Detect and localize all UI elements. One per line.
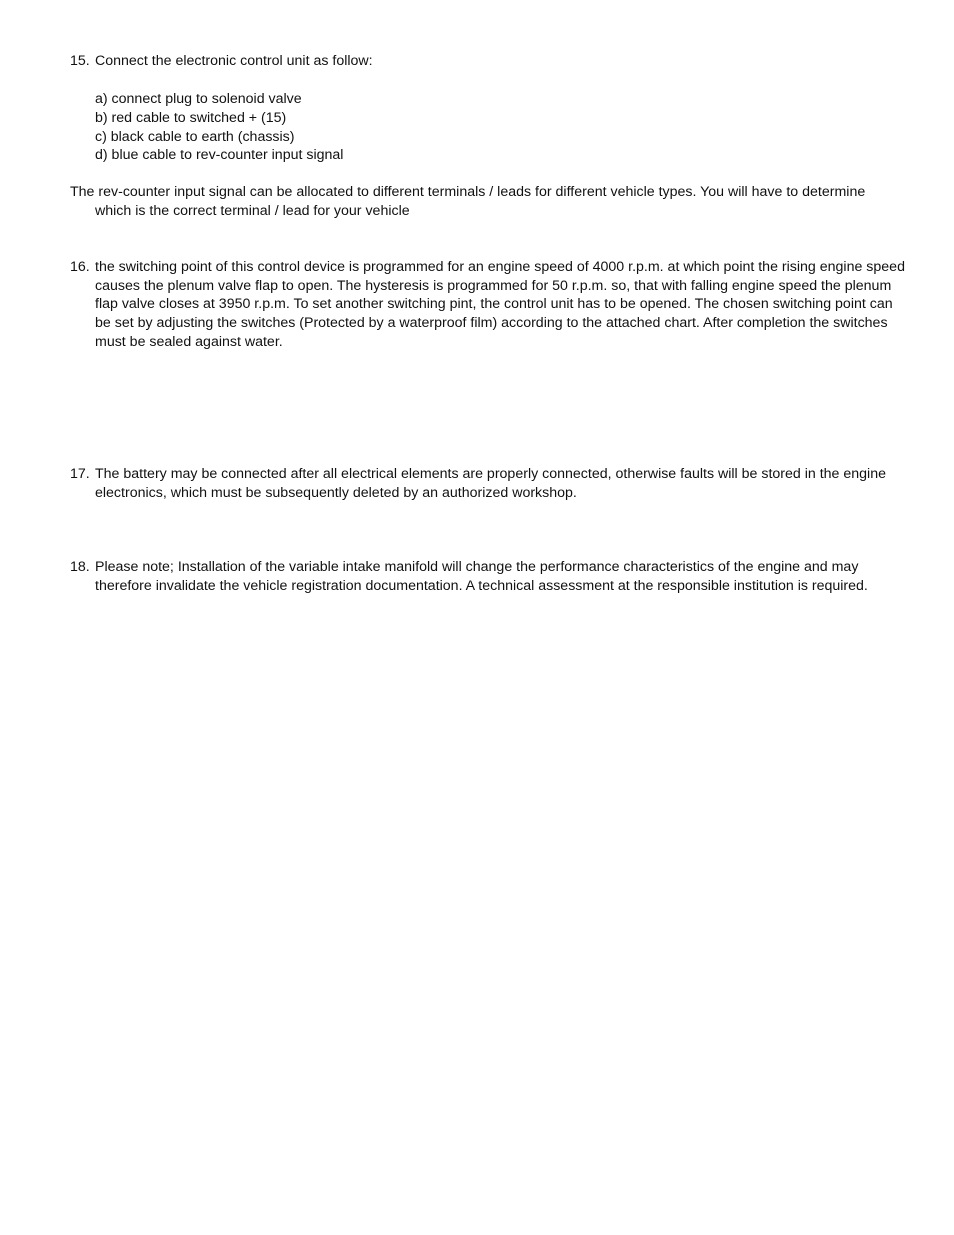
sublist-item-b: b) red cable to switched + (15): [95, 109, 287, 126]
item-15-sublist: [70, 90, 915, 165]
item-17-text: The battery may be connected after all electrical elements are properly connected, otherwise faults will be stored in the engine electronics, which must be subsequently deleted by an authorized workshop.: [95, 465, 886, 501]
item-18-number: 18.: [70, 559, 90, 576]
item-15: [70, 52, 915, 71]
item-16-number: 16.: [70, 258, 90, 275]
item-18-text: Please note; Installation of the variable intake manifold will change the performance characteristics of the engine and may therefore invalidate the vehicle registration documentation. A technical assessment at the responsible institution is required.: [95, 559, 868, 595]
item-17-number: 17.: [70, 465, 90, 482]
item-15-text: Connect the electronic control unit as follow:: [95, 53, 373, 69]
sublist-item-c: c) black cable to earth (chassis): [95, 128, 295, 145]
item-16: [70, 258, 910, 352]
item-15-number: 15.: [70, 53, 90, 69]
rev-counter-note: [70, 183, 885, 221]
rev-counter-note-text: The rev-counter input signal can be allocated to different terminals / leads for different vehicle types. You will have to determine which is the correct terminal / lead for your vehicle: [70, 184, 866, 219]
sublist-item-a: a) connect plug to solenoid valve: [95, 91, 302, 107]
item-17: [70, 465, 900, 503]
item-18: [70, 558, 900, 596]
sublist-item-d: d) blue cable to rev-counter input signal: [95, 147, 344, 164]
item-16-text: the switching point of this control device is programmed for an engine speed of 4000 r.p.m. at which point the rising engine speed causes the plenum valve flap to open. The hysteresis is programmed for 50 r.p.m. so, that with falling engine speed the plenum flap valve closes at 3950 r.p.m. To set another switching pint, the control unit has to be opened. The chosen switching point can be set by adjusting the switches (Protected by a waterproof film) according to the attached chart. After completion the switches must be sealed against water.: [95, 258, 905, 350]
